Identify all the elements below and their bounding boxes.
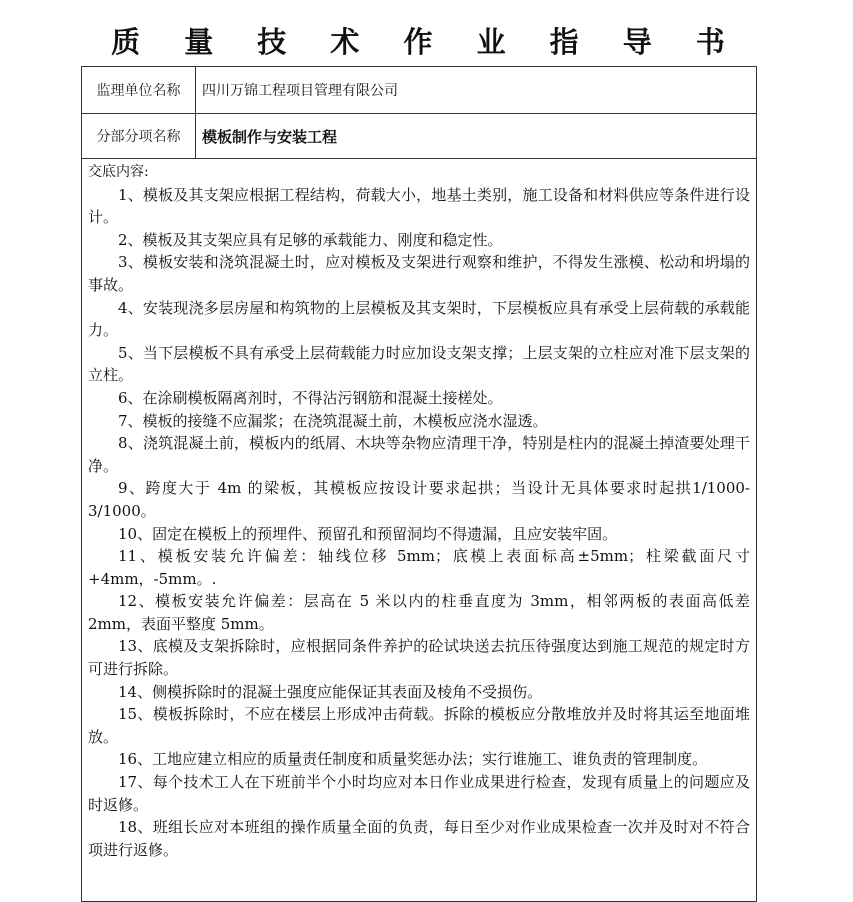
content-item: 13、底模及支架拆除时，应根据同条件养护的砼试块送去抗压待强度达到施工规范的规定时方可进行拆除。 (88, 637, 750, 679)
content-cell (82, 159, 757, 902)
project-row (82, 114, 757, 159)
project-value: 模板制作与安装工程 (196, 114, 757, 159)
content-item: 8、浇筑混凝土前，模板内的纸屑、木块等杂物应清理干净，特别是柱内的混凝土掉渣要处理干净。 (88, 434, 750, 475)
content-heading: 交底内容: (88, 164, 149, 180)
content-item: 10、固定在模板上的预埋件、预留孔和预留洞均不得遗漏，且应安装牢固。 (118, 524, 618, 543)
content-item: 15、模板拆除时，不应在楼层上形成冲击荷载。拆除的模板应分散堆放并及时将其运至地面堆放。 (88, 705, 750, 746)
content-items (88, 184, 750, 862)
content-item: 14、侧模拆除时的混凝土强度应能保证其表面及棱角不受损伤。 (118, 682, 543, 701)
document-title: 质 量 技 术 作 业 指 导 书 (111, 25, 742, 59)
supervisor-row (82, 67, 757, 114)
content-item: 17、每个技术工人在下班前半个小时均应对本日作业成果进行检查，发现有质量上的问题应及时返修。 (88, 773, 750, 814)
content-item: 16、工地应建立相应的质量责任制度和质量奖惩办法；实行谁施工、谁负责的管理制度。 (118, 750, 708, 769)
supervisor-label: 监理单位名称 (82, 67, 196, 114)
content-item: 11、模板安装允许偏差：轴线位移 5mm；底模上表面标高±5mm；柱梁截面尺寸+4mm，-5mm。. (88, 547, 750, 588)
content-item: 7、模板的接缝不应漏浆；在浇筑混凝土前，木模板应浇水湿透。 (118, 411, 548, 430)
project-label: 分部分项名称 (82, 114, 196, 159)
form-table (81, 66, 757, 902)
content-row (82, 159, 757, 902)
content-item: 5、当下层模板不具有承受上层荷载能力时应加设支架支撑；上层支架的立柱应对准下层支架的立柱。 (88, 343, 750, 385)
content-item: 2、模板及其支架应具有足够的承载能力、刚度和稳定性。 (118, 230, 503, 249)
supervisor-value: 四川万锦工程项目管理有限公司 (196, 67, 757, 114)
content-item: 18、班组长应对本班组的操作质量全面的负责，每日至少对作业成果检查一次并及时对不符合项进行返修。 (88, 818, 750, 859)
content-item: 3、模板安装和浇筑混凝土时，应对模板及支架进行观察和维护，不得发生涨模、松动和坍塌的事故。 (88, 253, 750, 294)
content-item: 4、安装现浇多层房屋和构筑物的上层模板及其支架时，下层模板应具有承受上层荷载的承载能力。 (88, 298, 750, 340)
content-item: 6、在涂刷模板隔离剂时，不得沾污钢筋和混凝土接槎处。 (118, 388, 503, 407)
content-item: 12、模板安装允许偏差：层高在 5 米以内的柱垂直度为 3mm，相邻两板的表面高低差 2mm，表面平整度 5mm。 (88, 592, 750, 633)
content-item: 1、模板及其支架应根据工程结构，荷载大小，地基土类别，施工设备和材料供应等条件进行设计。 (88, 185, 750, 227)
content-item: 9、跨度大于 4m 的梁板，其模板应按设计要求起拱；当设计无具体要求时起拱1/1000-3/1000。 (88, 479, 750, 520)
